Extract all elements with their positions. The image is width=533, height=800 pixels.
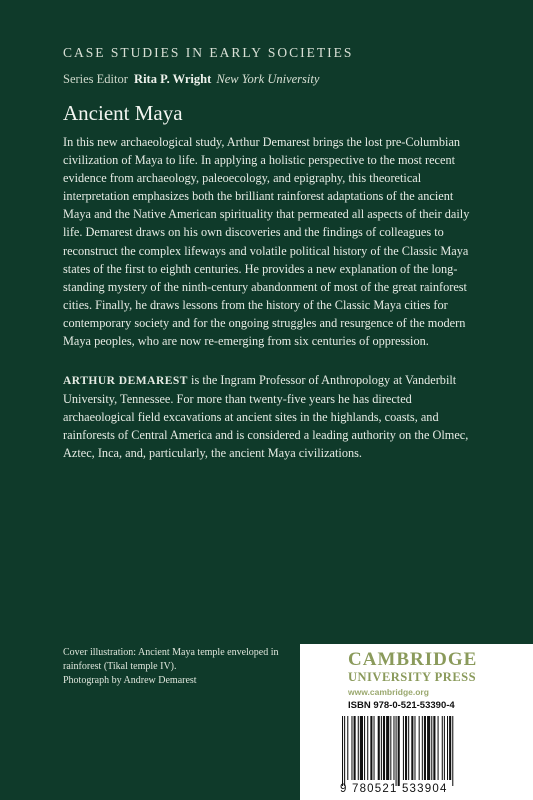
barcode-digits: 9 780521 533904 xyxy=(340,783,448,795)
publisher-url: www.cambridge.org xyxy=(348,687,429,697)
cover-credit xyxy=(63,646,308,688)
series-editor xyxy=(63,72,319,87)
author-bio-text: is the Ingram Professor of Anthropology at Vanderbilt University, Tennessee. For more than twenty-five years he has directed archaeological field excavations at ancient sites in the highlands, coasts, and rainforests of Central America and is considered a leading authority on the Olmec, Aztec, Inca, and, particularly, the ancient Maya civilizations. xyxy=(63,373,469,461)
series-editor-label: Series Editor xyxy=(63,72,128,86)
photograph-credit: Photograph by Andrew Demarest xyxy=(63,675,197,686)
barcode xyxy=(340,716,525,786)
book-title: Ancient Maya xyxy=(63,101,183,125)
publisher-name: CAMBRIDGE xyxy=(348,649,478,670)
isbn: ISBN 978-0-521-53390-4 xyxy=(348,700,455,711)
series-editor-institution: New York University xyxy=(216,72,320,86)
series-editor-name: Rita P. Wright xyxy=(134,72,212,86)
series-title: CASE STUDIES IN EARLY SOCIETIES xyxy=(63,45,354,60)
book-description: In this new archaeological study, Arthur Demarest brings the lost pre-Columbian civilization of Maya to life. In applying a holistic perspective to the most recent evidence from archaeology, paleoecology, and epigraphy, this theoretical interpretation emphasizes both the brilliant rainforest adaptations of the ancient Maya and the Native American spirituality that permeated all aspects of their daily life. Demarest draws on his own discoveries and the findings of colleagues to reconstruct the complex lifeways and volatile political history of the Classic Maya states of the first to eighth centuries. He provides a new explanation of the long-standing mystery of the ninth-century abandonment of most of the great rainforest cities. Finally, he draws lessons from the history of the Classic Maya cities for contemporary society and for the ongoing struggles and resurgence of the modern Maya peoples, who are now re-emerging from six centuries of oppression. xyxy=(63,135,470,349)
author-name: ARTHUR DEMAREST xyxy=(63,375,188,387)
author-bio xyxy=(63,371,483,462)
publisher-subname: UNIVERSITY PRESS xyxy=(348,670,477,684)
publisher-panel xyxy=(300,644,533,800)
cover-illustration-credit: Cover illustration: Ancient Maya temple enveloped in rainforest (Tikal temple IV). xyxy=(63,647,279,672)
